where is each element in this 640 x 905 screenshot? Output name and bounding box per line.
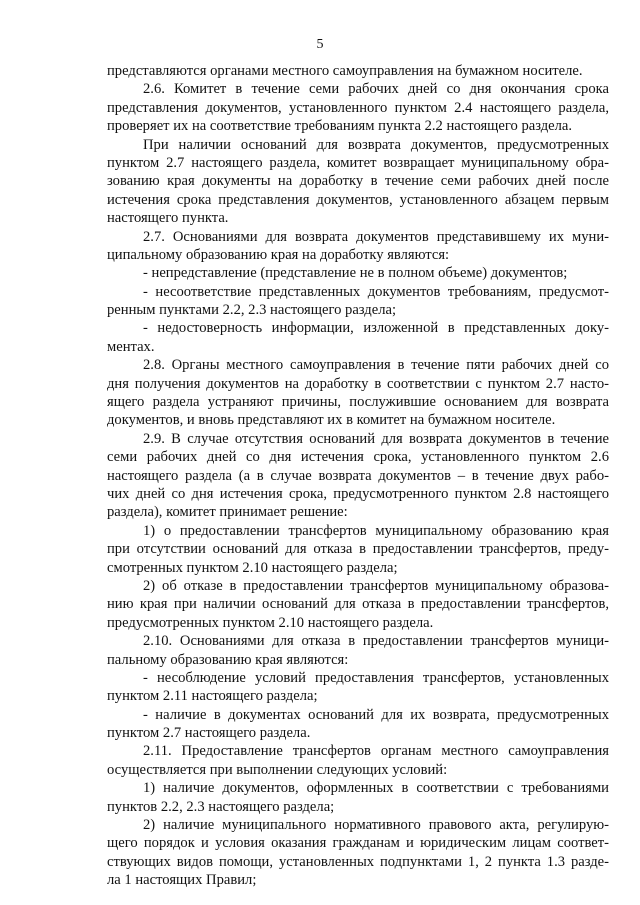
text-line: ящего раздела устраняют причины, послужившие основанием для возврата [107, 394, 609, 411]
text-line: - недостоверность информации, изложенной в представленных доку- [143, 320, 609, 337]
text-line: - непредставление (представление не в полном объеме) документов; [143, 265, 568, 282]
text-line: пунктов 2.2, 2.3 настоящего раздела; [107, 798, 335, 815]
text-line: представления документов, установленного пунктом 2.4 настоящего раздела, [107, 99, 609, 116]
text-line: семи рабочих дней со дня истечения срока, установленного пунктом 2.6 [107, 449, 609, 466]
text-line: представляются органами местного самоуправления на бумажном носителе. [107, 63, 583, 79]
text-line: 1) о предоставлении трансфертов муниципальному образованию края [143, 522, 609, 539]
text-line: 2.9. В случае отсутствия оснований для возврата документов в течение [143, 430, 609, 447]
text-line: ренным пунктами 2.2, 2.3 настоящего раздела; [107, 302, 397, 319]
text-line: настоящего пункта. [107, 210, 229, 227]
text-line: - несоответствие представленных документов требованиям, предусмот- [143, 283, 609, 300]
text-line: проверяет их на соответствие требованиям пункта 2.2 настоящего раздела. [107, 118, 573, 135]
text-line: смотренных пунктом 2.10 настоящего раздела; [107, 559, 398, 576]
text-line: пальному образованию края являются: [107, 651, 349, 668]
text-line: предусмотренных пунктом 2.10 настоящего раздела. [107, 614, 434, 631]
text-line: чих дней со дня истечения срока, предусмотренного пунктом 2.8 настоящего [107, 485, 609, 502]
text-line: нию края при наличии оснований для отказа в предоставлении трансфертов, [107, 596, 609, 613]
text-line: пунктом 2.11 настоящего раздела; [107, 688, 318, 705]
document-body [107, 62, 609, 890]
text-line: 2.7. Основаниями для возврата документов представившему их муни- [143, 228, 609, 245]
text-line: пунктом 2.7 настоящего раздела. [107, 725, 311, 742]
text-line: настоящего раздела (а в случае возврата документов – в течение двух рабо- [107, 467, 609, 484]
text-line: осуществляется при выполнении следующих условий: [107, 761, 448, 778]
text-line: 1) наличие документов, оформленных в соответствии с требованиями [143, 780, 609, 797]
text-line: при отсутствии оснований для отказа в предоставлении трансфертов, преду- [107, 541, 609, 558]
text-line: 2) наличие муниципального нормативного правового акта, регулирую- [143, 817, 609, 834]
text-line: истечения срока представления документов, установленного абзацем первым [107, 191, 609, 208]
text-line: раздела), комитет принимает решение: [107, 504, 348, 521]
text-line: ла 1 настоящих Правил; [107, 872, 257, 889]
text-line: ментах. [107, 338, 155, 355]
text-line: 2) об отказе в предоставлении трансфертов муниципальному образова- [143, 577, 609, 594]
text-line: зованию края документы на доработку в течение семи рабочих дней после [107, 173, 609, 190]
text-line: документов, и вновь представляют их в комитет на бумажном носителе. [107, 412, 556, 429]
text-line: ствующих видов помощи, установленных подпунктами 1, 2 пункта 1.3 разде- [107, 853, 609, 870]
text-line: - наличие в документах оснований для их возврата, предусмотренных [143, 706, 609, 723]
text-line: дня получения документов на доработку в соответствии с пунктом 2.7 насто- [107, 375, 609, 392]
text-line: 2.11. Предоставление трансфертов органам местного самоуправления [143, 743, 609, 760]
text-line: 2.8. Органы местного самоуправления в течение пяти рабочих дней со [143, 357, 609, 374]
text-line: При наличии оснований для возврата документов, предусмотренных [143, 136, 609, 153]
text-line: пунктом 2.7 настоящего раздела, комитет возвращает муниципальному обра- [107, 154, 609, 171]
text-line: щего порядок и условия оказания гражданам и юридическим лицам соответ- [107, 835, 609, 852]
text-line: 2.6. Комитет в течение семи рабочих дней со дня окончания срока [143, 81, 609, 98]
text-line: 2.10. Основаниями для отказа в предоставлении трансфертов муници- [143, 633, 609, 650]
text-line: ципальному образованию края на доработку являются: [107, 246, 450, 263]
page-number: 5 [316, 37, 324, 52]
text-line: - несоблюдение условий предоставления трансфертов, установленных [143, 669, 609, 686]
